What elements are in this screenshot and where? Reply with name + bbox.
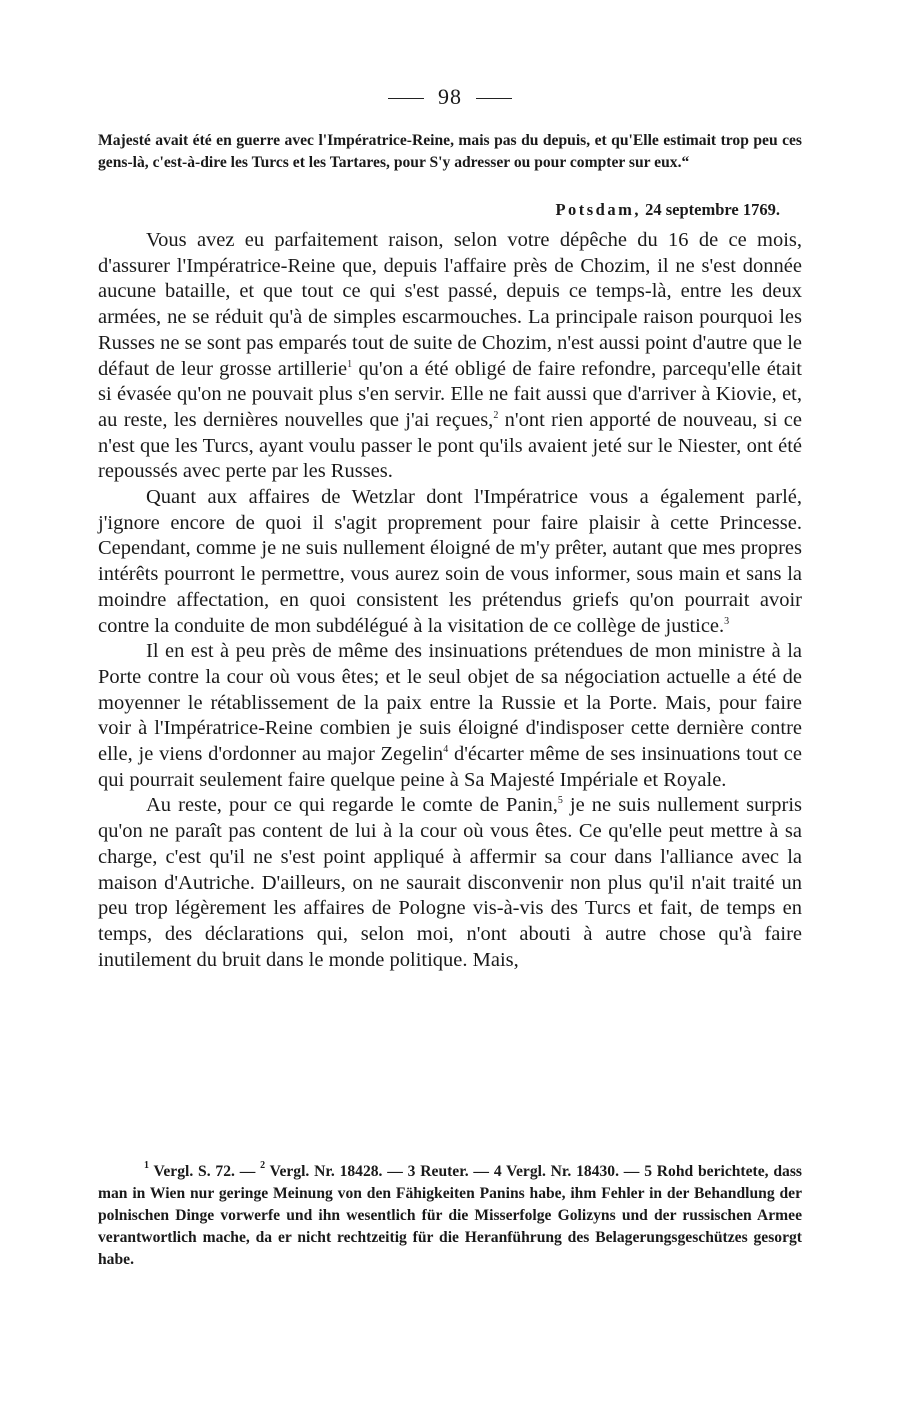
paragraph-3	[98, 639, 802, 793]
footnote-5: Rohd berichtete, dass man in Wien nur geringe Meinung von den Fähigkeiten Panins habe, ihm Fehler in der Behandlung der polnischen Dinge vorwerfe und ihn wesentlich für die Misserfolge Golizyns und der russischen Armee verantwortlich mache, da er nicht rechtzeitig für die Heranführung des Belagerungsgeschützes gesorgt habe.	[98, 1163, 802, 1268]
paragraph-3-text-b: d'écarter même de ses insinuations tout ce qui pourrait seulement faire quelque peine à Sa Majesté Impériale et Royale.	[98, 743, 802, 791]
header-dash-left	[388, 98, 424, 99]
footnote-mark-4: 4	[493, 1163, 502, 1180]
footnote-2: Vergl. Nr. 18428. —	[265, 1163, 408, 1180]
paragraph-1	[98, 228, 802, 485]
footnote-ref-1: 1	[347, 358, 353, 370]
footnote-mark-3: 3	[407, 1163, 416, 1180]
paragraph-1-text-c: n'ont rien apporté de nouveau, si ce n'est que les Turcs, ayant voulu passer le pont qu'ils avaient jeté sur le Niester, ont été repoussés avec perte par les Russes.	[98, 408, 802, 483]
footnote-3: Reuter. —	[415, 1163, 494, 1180]
footnote-block	[98, 1161, 802, 1271]
paragraph-4	[98, 793, 802, 973]
dateline	[555, 200, 780, 220]
footnote-ref-2: 2	[493, 409, 499, 421]
paragraph-4-text-b: je ne suis nullement surpris qu'on ne paraît pas content de lui à la cour où vous êtes. Ce qu'elle peut mettre à sa charge, c'est qu'il ne s'est point appliqué à affermir sa cour dans l'alliance avec la maison d'Autriche. D'ailleurs, on ne saurait disconvenir non plus qu'il n'ait traité un peu trop légèrement les affaires de Pologne vis-à-vis des Turcs et fait, de temps en temps, des déclarations qui, selon moi, n'ont abouti à autre chose qu'à faire inutilement du bruit dans le monde politique. Mais,	[98, 794, 802, 971]
page-number: 98	[438, 84, 462, 109]
footnote-mark-5: 5	[644, 1163, 652, 1180]
footnote-4: Vergl. Nr. 18430. —	[501, 1163, 645, 1180]
paragraph-2-text-a: Quant aux affaires de Wetzlar dont l'Impératrice vous a également parlé, j'ignore encore de quoi il s'agit proprement pour faire plaisir à cette Princesse. Cependant, comme je ne suis nullement éloigné de m'y prêter, autant que mes propres intérêts pourront le permettre, vous aurez soin de vous informer, sous main et sans la moindre affectation, en quoi consistent les prétendus griefs qu'on pourrait avoir contre la conduite de mon subdélégué à la visitation de ce collège de justice.	[98, 486, 802, 637]
footnotes	[98, 1161, 802, 1271]
footnote-1: Vergl. S. 72. —	[149, 1163, 261, 1180]
paragraph-3-text-a: Il en est à peu près de même des insinuations prétendues de mon ministre à la Porte contre la cour où vous êtes; et le seul objet de sa négociation actuelle a été de moyenner le rétablissement de la paix entre la Russie et la Porte. Mais, pour faire voir à l'Impératrice-Reine combien je suis éloigné d'indisposer cette dernière contre elle, je viens d'ordonner au major Zegelin	[98, 640, 802, 766]
footnote-mark-1: 1	[144, 1160, 149, 1171]
footnote-mark-2: 2	[260, 1160, 266, 1171]
dateline-place: Potsdam,	[555, 200, 641, 219]
quoted-passage: Majesté avait été en guerre avec l'Impératrice-Reine, mais pas du depuis, et qu'Elle estimait trop peu ces gens-là, c'est-à-dire les Turcs et les Tartares, pour S'y adresser ou pour compter sur eux.“	[98, 132, 802, 171]
dateline-date: 24 septembre 1769.	[645, 200, 780, 219]
footnote-ref-4: 4	[443, 744, 449, 756]
paragraph-4-text-a: Au reste, pour ce qui regarde le comte de Panin,	[146, 794, 558, 817]
letter-body	[98, 228, 802, 973]
paragraph-1-text-b: qu'on a été obligé de faire refondre, parcequ'elle était si évasée qu'on ne pouvait plus s'en servir. Elle ne fait aussi que d'arriver à Kiovie, et, au reste, les dernières nouvelles que j'ai reçues,	[98, 357, 802, 431]
paragraph-1-text-a: Vous avez eu parfaitement raison, selon votre dépêche du 16 de ce mois, d'assurer l'Impératrice-Reine que, depuis l'affaire près de Chozim, il ne s'est donnée aucune bataille, et que tout ce qui s'est passé, depuis ce temps-là, entre les deux armées, ne se réduit qu'à de simples escarmouches. La principale raison pourquoi les Russes ne se sont pas emparés tout de suite de Chozim, n'est aussi point d'autre que le défaut de leur grosse artillerie	[98, 229, 802, 380]
footnote-ref-3: 3	[724, 615, 730, 627]
header-dash-right	[476, 98, 512, 99]
footnote-ref-5: 5	[557, 795, 563, 807]
page-header	[0, 84, 900, 110]
paragraph-2	[98, 485, 802, 639]
